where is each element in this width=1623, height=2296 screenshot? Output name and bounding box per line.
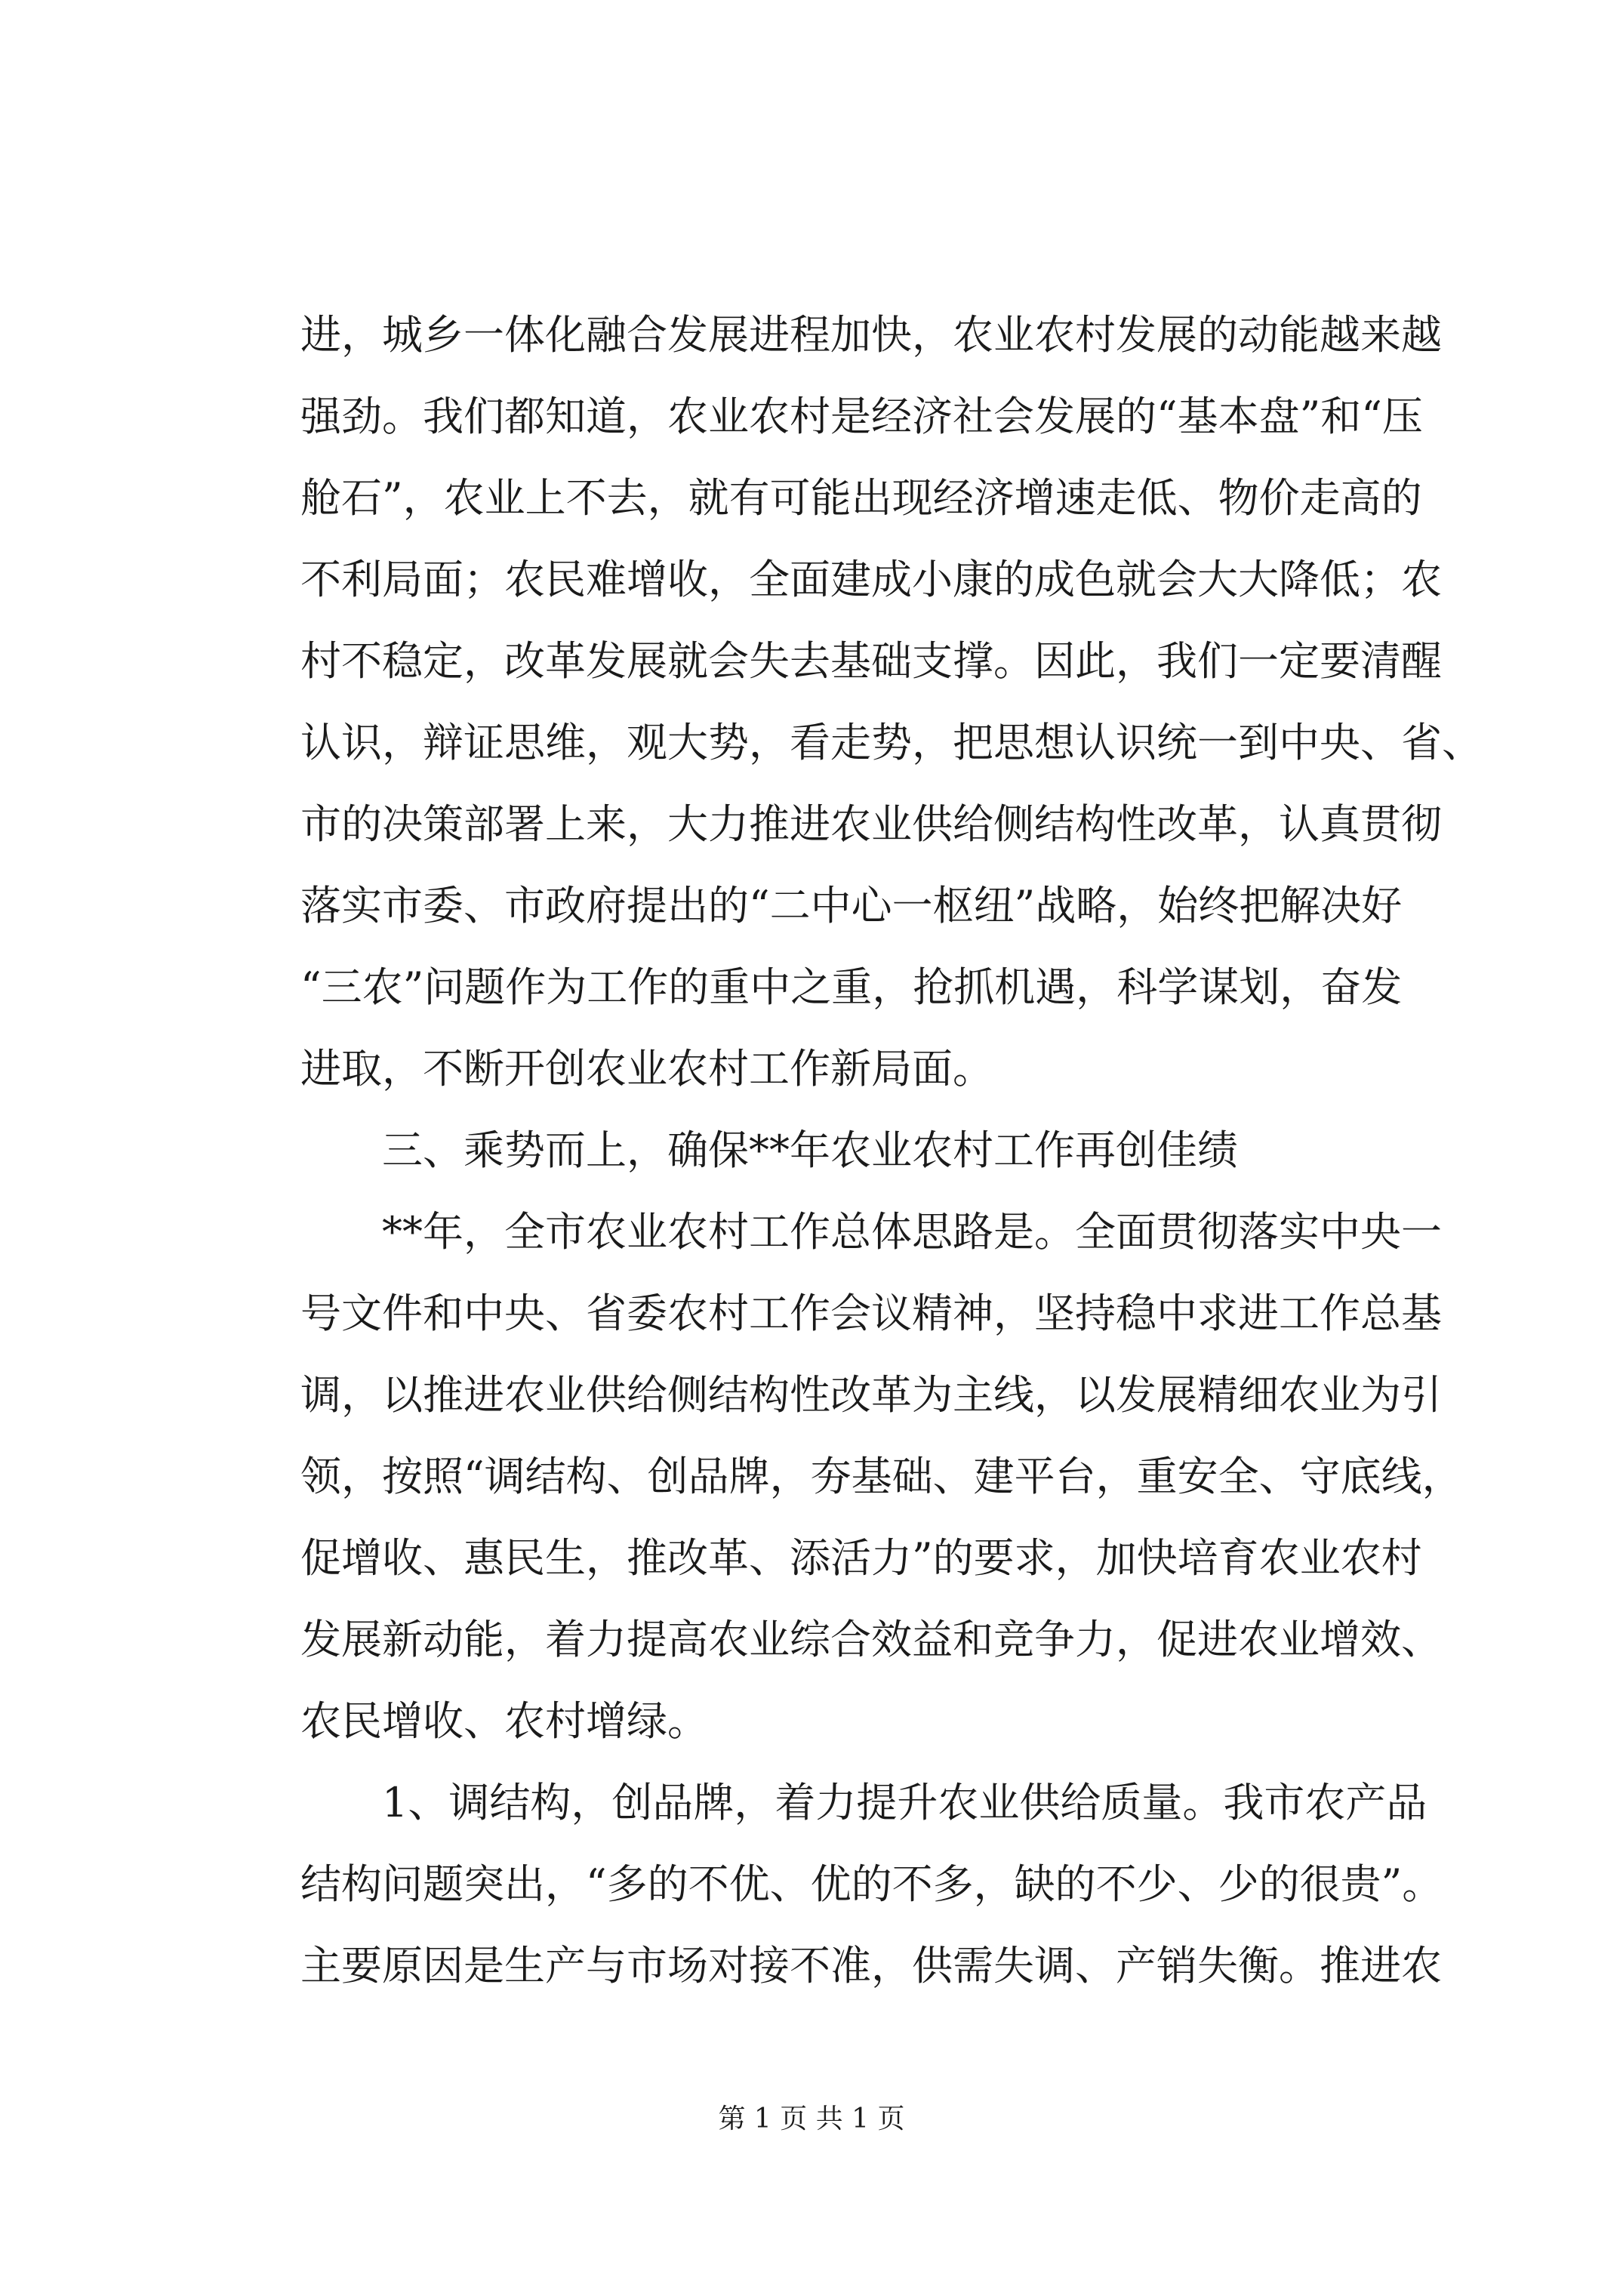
page-footer: 第 1 页 共 1 页 (718, 2103, 905, 2134)
text-line: 结构问题突出，“多的不优、优的不多，缺的不少、少的很贵”。 (300, 1860, 1443, 1908)
text-line: 村不稳定，改革发展就会失去基础支撑。因此，我们一定要清醒 (300, 637, 1442, 685)
text-line: 发展新动能，着力提高农业综合效益和竞争力，促进农业增效、 (300, 1616, 1442, 1663)
text-line: 市的决策部署上来，大力推进农业供给侧结构性改革，认真贯彻 (300, 800, 1442, 848)
text-line: “三农”问题作为工作的重中之重，抢抓机遇，科学谋划，奋发 (300, 963, 1403, 1011)
text-line: 促增收、惠民生，推改革、添活力”的要求，加快培育农业农村 (300, 1534, 1422, 1582)
text-line: 舱石”，农业上不去，就有可能出现经济增速走低、物价走高的 (300, 474, 1422, 522)
text-line: 强劲。我们都知道，农业农村是经济社会发展的“基本盘”和“压 (300, 393, 1423, 440)
text-line: 农民增收、农村增绿。 (300, 1697, 708, 1745)
text-line: 调，以推进农业供给侧结构性改革为主线，以发展精细农业为引 (300, 1371, 1442, 1419)
text-line: 不利局面；农民难增收，全面建成小康的成色就会大大降低；农 (300, 556, 1442, 603)
text-line: 领，按照“调结构、创品牌，夯基础、建平台，重安全、守底线， (300, 1453, 1463, 1500)
body-text (300, 294, 1483, 2007)
text-line: 号文件和中央、省委农村工作会议精神，坚持稳中求进工作总基 (300, 1290, 1442, 1337)
paragraph-first-line: 1、调结构，创品牌，着力提升农业供给质量。我市农产品 (382, 1779, 1427, 1826)
text-line: 认识，辩证思维，观大势，看走势，把思想认识统一到中央、省、 (300, 719, 1483, 766)
text-line: 进，城乡一体化融合发展进程加快，农业农村发展的动能越来越 (300, 311, 1442, 359)
text-line: 主要原因是生产与市场对接不准，供需失调、产销失衡。推进农 (300, 1942, 1442, 1989)
paragraph-first-line: **年，全市农业农村工作总体思路是。全面贯彻落实中央一 (382, 1208, 1442, 1256)
text-line: 进取，不断开创农业农村工作新局面。 (300, 1045, 993, 1093)
text-line: 落实市委、市政府提出的“二中心一枢纽”战略，始终把解决好 (300, 882, 1403, 929)
section-heading: 三、乘势而上，确保**年农业农村工作再创佳绩 (382, 1126, 1238, 1174)
